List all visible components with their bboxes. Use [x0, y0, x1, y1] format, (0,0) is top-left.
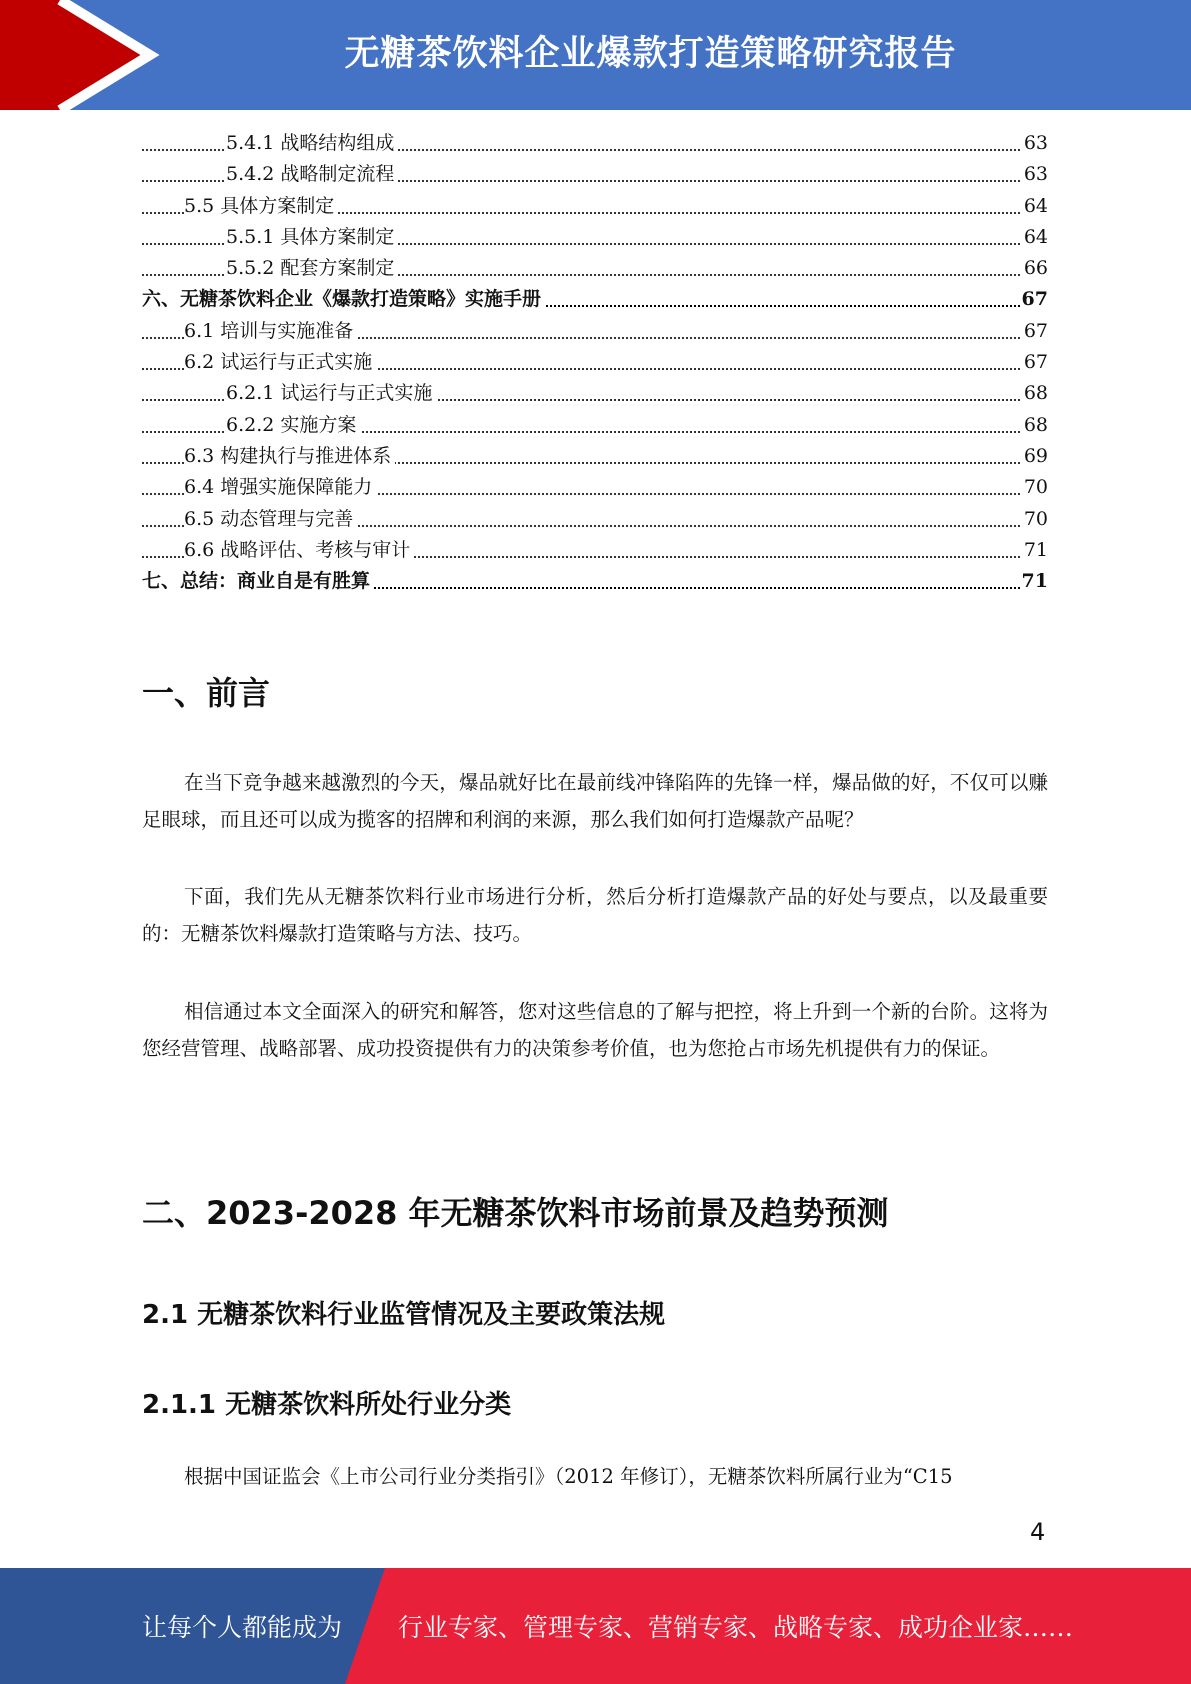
toc-entry[interactable] [142, 378, 1048, 409]
subsection-heading-2-1: 2.1 无糖茶饮料行业监管情况及主要政策法规 [142, 1300, 666, 1330]
toc-entry-label: 6.3 构建执行与推进体系 [184, 441, 395, 472]
toc-entry[interactable] [142, 159, 1048, 190]
toc-entry-page: 70 [1022, 472, 1048, 503]
toc-entry-label: 5.4.2 战略制定流程 [226, 159, 398, 190]
toc-entry[interactable] [142, 222, 1048, 253]
toc-entry-label: 6.4 增强实施保障能力 [184, 472, 376, 503]
toc-entry-page: 71 [1022, 535, 1048, 566]
page-number: 4 [1030, 1518, 1046, 1546]
toc-entry-label: 6.1 培训与实施准备 [184, 316, 357, 347]
toc-entry-page: 69 [1022, 441, 1048, 472]
footer-slogan-left: 让每个人都能成为 [142, 1613, 343, 1642]
toc-entry-label: 5.4.1 战略结构组成 [226, 128, 398, 159]
toc-entry[interactable] [142, 535, 1048, 566]
toc-entry-page: 70 [1022, 504, 1048, 535]
toc-entry[interactable] [142, 253, 1048, 284]
toc-entry-page: 68 [1022, 378, 1048, 409]
toc-entry-page: 67 [1022, 316, 1048, 347]
toc-entry-label: 6.2.2 实施方案 [226, 410, 360, 441]
toc-entry[interactable] [142, 191, 1048, 222]
toc-entry[interactable] [142, 441, 1048, 472]
toc-entry-label: 六、无糖茶饮料企业《爆款打造策略》实施手册 [142, 284, 545, 315]
toc-entry-page: 67 [1022, 347, 1048, 378]
toc-entry-label: 6.5 动态管理与完善 [184, 504, 357, 535]
toc-entry-label: 6.6 战略评估、考核与审计 [184, 535, 414, 566]
toc-entry-label: 七、总结：商业自是有胜算 [142, 566, 374, 597]
toc-entry-label: 5.5.1 具体方案制定 [226, 222, 398, 253]
footer-slogan-right: 行业专家、管理专家、营销专家、战略专家、成功企业家…… [398, 1613, 1074, 1642]
page-header [0, 0, 1191, 110]
toc-entry-page: 66 [1022, 253, 1048, 284]
toc-entry-label: 6.2.1 试运行与正式实施 [226, 378, 436, 409]
table-of-contents [142, 128, 1048, 597]
toc-entry-label: 6.2 试运行与正式实施 [184, 347, 376, 378]
toc-entry-label: 5.5 具体方案制定 [184, 191, 338, 222]
toc-entry-page: 63 [1022, 128, 1048, 159]
toc-entry-page: 64 [1022, 222, 1048, 253]
toc-entry-page: 63 [1022, 159, 1048, 190]
toc-entry[interactable] [142, 128, 1048, 159]
toc-entry-page: 64 [1022, 191, 1048, 222]
toc-entry-page: 67 [1020, 284, 1048, 315]
preface-paragraph-1: 在当下竞争越来越激烈的今天，爆品就好比在最前线冲锋陷阵的先锋一样，爆品做的好，不仅可以赚足眼球，而且还可以成为揽客的招牌和利润的来源，那么我们如何打造爆款产品呢？ [142, 771, 1048, 831]
preface-paragraph-2: 下面，我们先从无糖茶饮料行业市场进行分析，然后分析打造爆款产品的好处与要点，以及最重要的：无糖茶饮料爆款打造策略与方法、技巧。 [142, 885, 1048, 945]
toc-entry[interactable] [142, 504, 1048, 535]
toc-entry[interactable] [142, 284, 1048, 315]
toc-entry[interactable] [142, 472, 1048, 503]
page-footer [0, 1568, 1191, 1684]
toc-entry-page: 71 [1020, 566, 1048, 597]
section-heading-preface: 一、前言 [142, 674, 271, 712]
toc-entry[interactable] [142, 347, 1048, 378]
section-heading-market-forecast: 二、2023-2028 年无糖茶饮料市场前景及趋势预测 [142, 1194, 889, 1232]
toc-entry[interactable] [142, 316, 1048, 347]
toc-entry[interactable] [142, 410, 1048, 441]
subsection-heading-2-1-1: 2.1.1 无糖茶饮料所处行业分类 [142, 1390, 512, 1420]
classification-paragraph: 根据中国证监会《上市公司行业分类指引》（2012 年修订），无糖茶饮料所属行业为“C15 [184, 1465, 953, 1488]
preface-paragraph-3: 相信通过本文全面深入的研究和解答，您对这些信息的了解与把控，将上升到一个新的台阶。这将为您经营管理、战略部署、成功投资提供有力的决策参考价值，也为您抢占市场先机提供有力的保证。 [142, 1000, 1048, 1060]
toc-entry[interactable] [142, 566, 1048, 597]
toc-entry-label: 5.5.2 配套方案制定 [226, 253, 398, 284]
report-title: 无糖茶饮料企业爆款打造策略研究报告 [344, 34, 957, 74]
toc-entry-page: 68 [1022, 410, 1048, 441]
